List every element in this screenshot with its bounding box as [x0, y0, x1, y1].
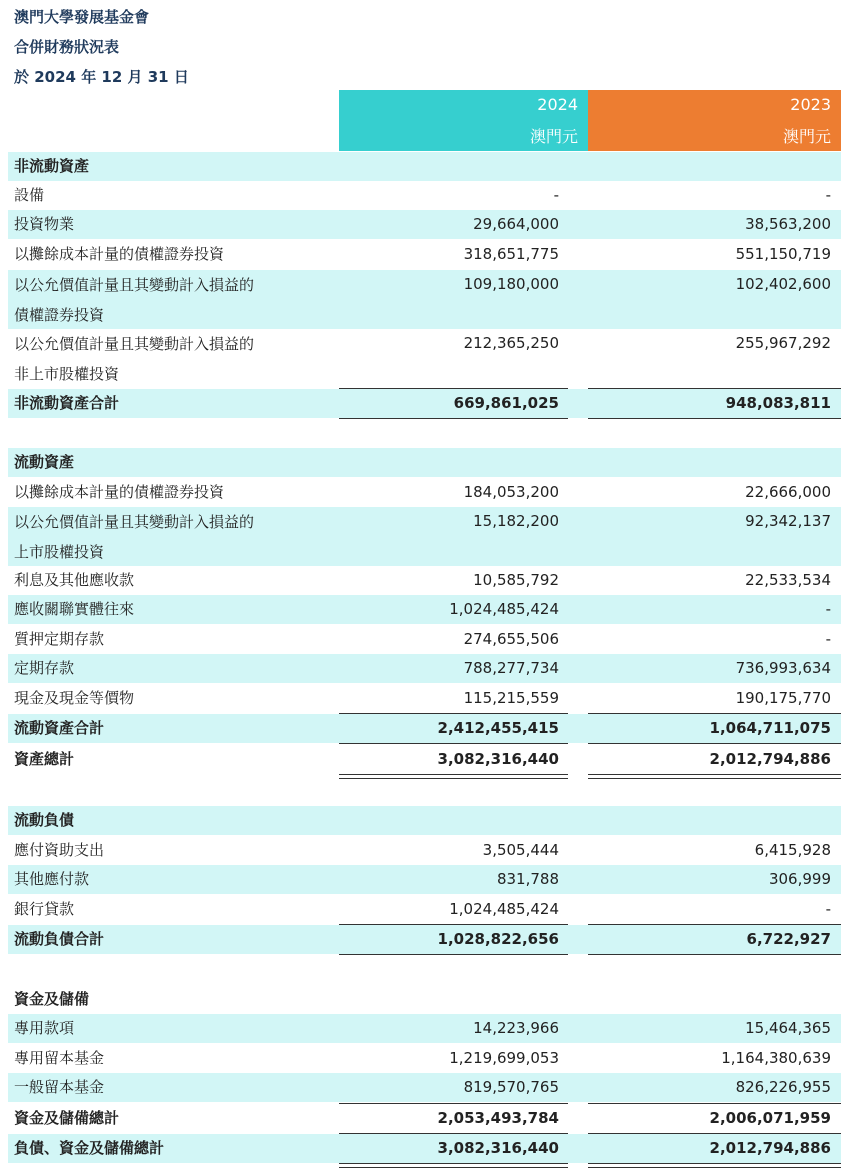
row-label [14, 507, 254, 567]
value-2023: 948,083,811 [725, 394, 831, 412]
value-2023: 92,342,137 [745, 512, 831, 530]
year-label: 2023 [790, 95, 831, 114]
subtotal-rule [588, 954, 841, 955]
value-2024: 3,505,444 [482, 841, 559, 859]
value-2024: 109,180,000 [463, 275, 559, 293]
table-row [8, 181, 841, 210]
row-label: 設備 [14, 186, 45, 204]
row-label: 應付資助支出 [14, 841, 105, 859]
statement-date: 於 2024 年 12 月 31 日 [14, 68, 189, 86]
table-row [8, 1014, 841, 1043]
value-2023: 826,226,955 [735, 1078, 831, 1096]
value-2023: 551,150,719 [735, 245, 831, 263]
subtotal-row [8, 389, 841, 418]
value-2024: 29,664,000 [473, 215, 559, 233]
value-2023: 736,993,634 [735, 659, 831, 677]
value-2023: - [825, 900, 831, 918]
table-row [8, 566, 841, 595]
row-label: 非流動資產 [14, 157, 90, 175]
statement-title: 合併財務狀況表 [14, 38, 120, 56]
row-label-line1: 以公允價值計量且其變動計入損益的 [14, 276, 255, 294]
row-label-line2: 上市股權投資 [14, 543, 105, 561]
value-2023: 2,012,794,886 [709, 1139, 831, 1157]
table-row [8, 595, 841, 624]
value-2024: 274,655,506 [463, 630, 559, 648]
value-2023: 102,402,600 [735, 275, 831, 293]
section-heading [8, 152, 841, 181]
row-label: 質押定期存款 [14, 630, 105, 648]
table-row [8, 625, 841, 654]
row-label: 利息及其他應收款 [14, 571, 135, 589]
subtotal-rule [339, 743, 568, 744]
value-2024: 2,053,493,784 [437, 1109, 559, 1127]
table-row [8, 836, 841, 865]
row-label-line2: 債權證券投資 [14, 306, 105, 324]
total-double-rule [339, 774, 568, 779]
value-2024: - [553, 186, 559, 204]
table-row [8, 507, 841, 566]
value-2023: 1,064,711,075 [709, 719, 831, 737]
value-2023: 1,164,380,639 [721, 1049, 831, 1067]
subtotal-rule [339, 954, 568, 955]
total-double-rule [588, 774, 841, 779]
value-2024: 1,219,699,053 [449, 1049, 559, 1067]
value-2024: 3,082,316,440 [437, 750, 559, 768]
subtotal-row [8, 1104, 841, 1133]
value-2024: 10,585,792 [473, 571, 559, 589]
table-row [8, 270, 841, 329]
value-2024: 3,082,316,440 [437, 1139, 559, 1157]
row-label: 一般留本基金 [14, 1078, 105, 1096]
value-2024: 1,024,485,424 [449, 900, 559, 918]
year-label: 2024 [537, 95, 578, 114]
value-2023: 38,563,200 [745, 215, 831, 233]
value-2023: 2,012,794,886 [709, 750, 831, 768]
total-row [8, 745, 841, 774]
row-label: 投資物業 [14, 215, 75, 233]
section-heading [8, 985, 841, 1014]
value-2024: 15,182,200 [473, 512, 559, 530]
value-2023: 190,175,770 [735, 689, 831, 707]
row-label: 負債、資金及儲備總計 [14, 1139, 165, 1157]
organization-name: 澳門大學發展基金會 [14, 8, 150, 26]
row-label: 專用留本基金 [14, 1049, 105, 1067]
value-2024: 14,223,966 [473, 1019, 559, 1037]
subtotal-rule [588, 743, 841, 744]
row-label-line1: 以公允價值計量且其變動計入損益的 [14, 513, 255, 531]
row-label: 資金及儲備 [14, 990, 90, 1008]
row-label-line2: 非上市股權投資 [14, 365, 120, 383]
row-label: 流動負債合計 [14, 930, 105, 948]
table-row [8, 865, 841, 894]
value-2024: 2,412,455,415 [437, 719, 559, 737]
table-row [8, 210, 841, 239]
total-row [8, 1134, 841, 1163]
column-header-2023 [588, 90, 841, 151]
subtotal-rule [588, 418, 841, 419]
row-label: 資金及儲備總計 [14, 1109, 120, 1127]
row-label: 非流動資產合計 [14, 394, 120, 412]
value-2024: 184,053,200 [463, 483, 559, 501]
row-label: 定期存款 [14, 659, 75, 677]
currency-label: 澳門元 [529, 127, 578, 146]
row-label: 資產總計 [14, 750, 75, 768]
currency-label: 澳門元 [782, 127, 831, 146]
row-label: 流動負債 [14, 811, 75, 829]
row-label: 現金及現金等價物 [14, 689, 135, 707]
value-2023: 22,533,534 [745, 571, 831, 589]
row-label: 應收關聯實體往來 [14, 600, 135, 618]
row-label: 流動資產 [14, 453, 75, 471]
table-row [8, 329, 841, 388]
table-row [8, 240, 841, 269]
section-heading [8, 806, 841, 835]
row-label: 以攤餘成本計量的債權證券投資 [14, 483, 225, 501]
row-label: 其他應付款 [14, 870, 90, 888]
value-2023: 2,006,071,959 [709, 1109, 831, 1127]
section-heading [8, 448, 841, 477]
value-2024: 318,651,775 [463, 245, 559, 263]
value-2024: 115,215,559 [463, 689, 559, 707]
value-2024: 1,028,822,656 [437, 930, 559, 948]
value-2023: 6,722,927 [746, 930, 831, 948]
value-2024: 1,024,485,424 [449, 600, 559, 618]
value-2023: 15,464,365 [745, 1019, 831, 1037]
value-2023: 22,666,000 [745, 483, 831, 501]
row-label-line1: 以公允價值計量且其變動計入損益的 [14, 335, 255, 353]
total-double-rule [339, 1163, 568, 1168]
value-2024: 819,570,765 [463, 1078, 559, 1096]
subtotal-rule [339, 418, 568, 419]
table-row [8, 1073, 841, 1102]
value-2023: - [825, 600, 831, 618]
value-2023: 255,967,292 [735, 334, 831, 352]
row-label: 銀行貸款 [14, 900, 75, 918]
row-label: 專用款項 [14, 1019, 75, 1037]
value-2023: 306,999 [768, 870, 831, 888]
table-row [8, 684, 841, 713]
row-label [14, 270, 254, 330]
subtotal-row [8, 925, 841, 954]
value-2024: 212,365,250 [463, 334, 559, 352]
table-row [8, 1044, 841, 1073]
value-2023: 6,415,928 [754, 841, 831, 859]
total-double-rule [588, 1163, 841, 1168]
value-2024: 788,277,734 [463, 659, 559, 677]
table-row [8, 654, 841, 683]
table-row [8, 895, 841, 924]
value-2023: - [825, 186, 831, 204]
value-2024: 831,788 [496, 870, 559, 888]
value-2023: - [825, 630, 831, 648]
row-label [14, 329, 254, 389]
row-label: 流動資產合計 [14, 719, 105, 737]
table-row [8, 478, 841, 507]
row-label: 以攤餘成本計量的債權證券投資 [14, 245, 225, 263]
subtotal-row [8, 714, 841, 743]
column-header-2024 [339, 90, 588, 151]
value-2024: 669,861,025 [453, 394, 559, 412]
